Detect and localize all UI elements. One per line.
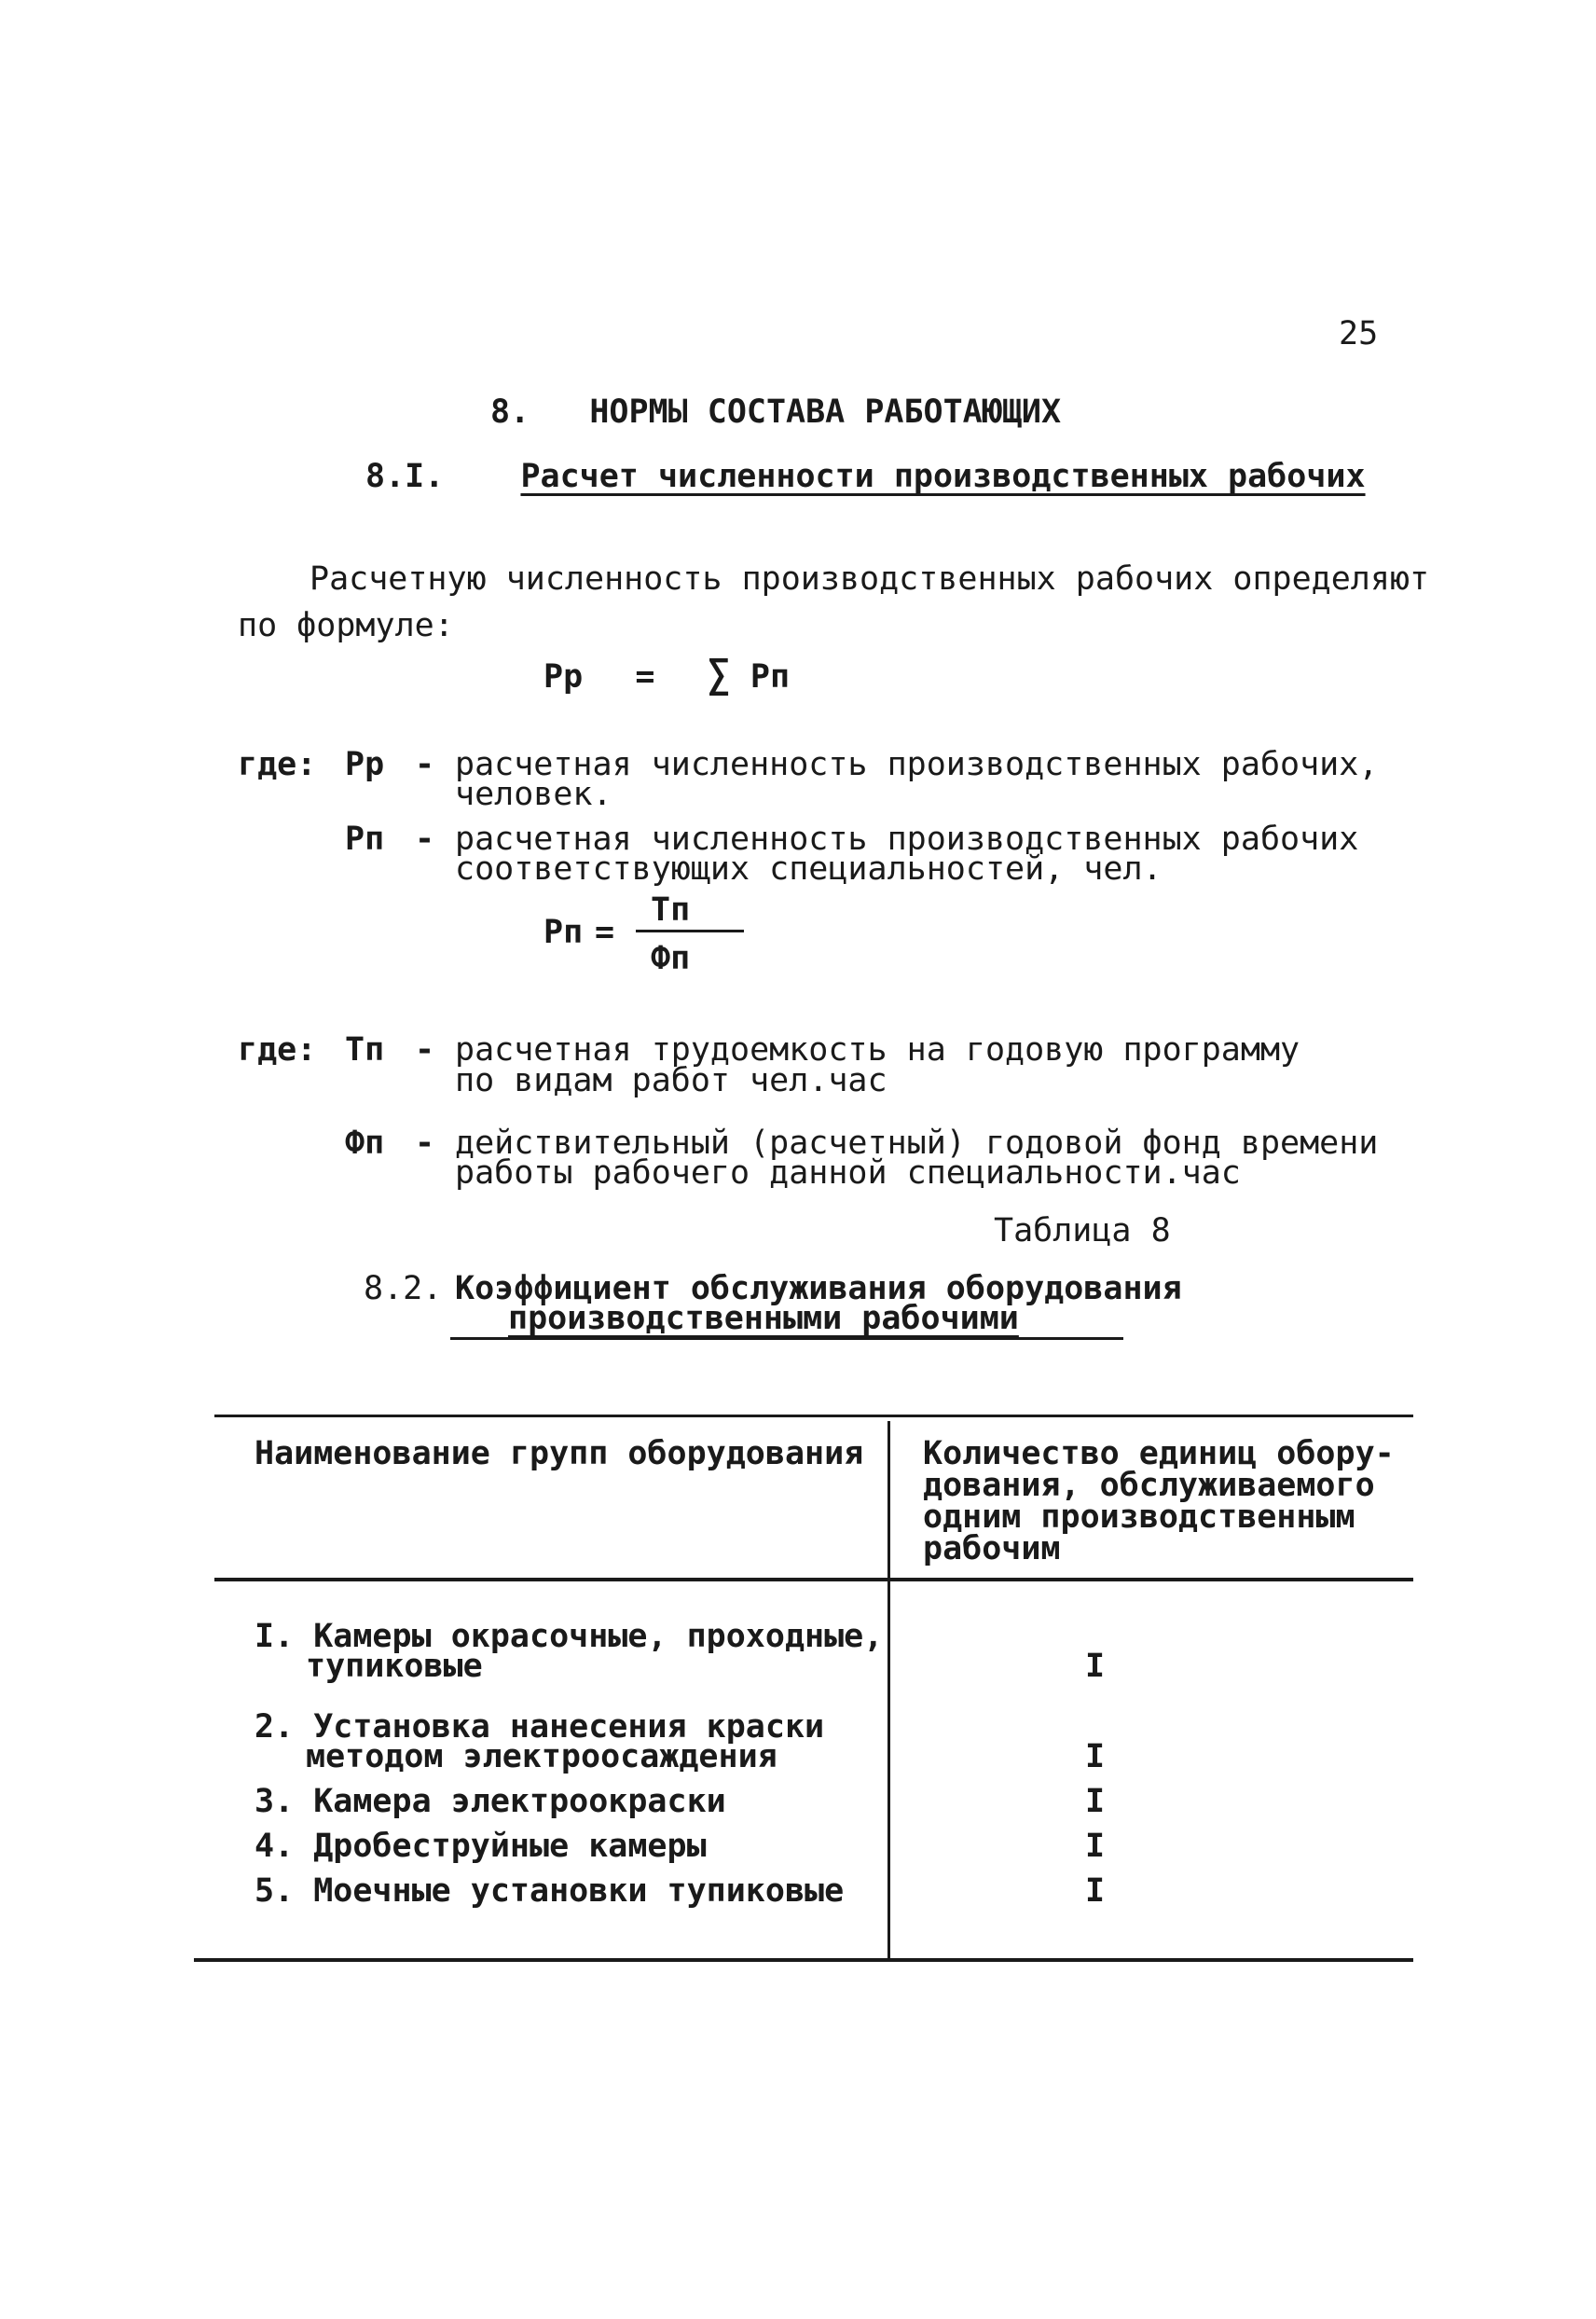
row-name-line1: 5. Моечные установки тупиковые	[255, 1872, 845, 1910]
subsection-heading-8-1	[365, 460, 1366, 493]
where2-def-tp-line1: расчетная трудоемкость на годовую программу	[455, 1031, 1300, 1069]
fraction-denominator: Фп	[651, 940, 691, 977]
table-header-units-line4: рабочим	[923, 1530, 1061, 1567]
table-column-divider	[887, 1421, 890, 1958]
where-label-1: где:	[238, 746, 317, 783]
row-name-line1: 2. Установка нанесения краски	[255, 1708, 825, 1746]
where1-def-rr-line1: расчетная численность производственных рабочих,	[455, 746, 1379, 783]
where2-symbol-fp: Фп	[345, 1125, 385, 1162]
table-header-equipment-group: Наименование групп оборудования	[255, 1435, 864, 1472]
section-number: 8.	[490, 393, 530, 431]
fraction-numerator: Тп	[651, 891, 691, 929]
fraction-bar	[636, 930, 744, 932]
formula2-equals: =	[595, 914, 615, 951]
row-name-line1: 4. Дробеструйные камеры	[255, 1828, 707, 1865]
where1-symbol-rp: Рп	[345, 821, 385, 858]
subsection-title-8-2-line1: Коэффициент обслуживания оборудования	[455, 1270, 1182, 1307]
sum-symbol: ∑	[707, 651, 731, 697]
row-name-line1: I. Камеры окрасочные, проходные,	[255, 1618, 884, 1655]
table-header-rule	[214, 1578, 1413, 1581]
subsection-number: 8.I.	[365, 458, 445, 495]
where1-def-rp-line2: соответствующих специальностей, чел.	[455, 850, 1163, 888]
formula2-lhs: Рп	[543, 914, 584, 951]
where2-dash-fp: -	[415, 1125, 435, 1162]
row-value: I	[1085, 1738, 1106, 1775]
where-label-2: где:	[238, 1031, 317, 1069]
formula-rhs: Рп	[750, 658, 791, 696]
intro-line-2: по формуле:	[238, 607, 454, 644]
where1-def-rr-line2: человек.	[455, 776, 612, 813]
row-name-line1: 3. Камера электроокраски	[255, 1783, 726, 1820]
row-value: I	[1085, 1828, 1106, 1865]
where2-def-fp-line2: работы рабочего данной специальности.час	[455, 1154, 1241, 1192]
table-header-units-line2: дования, обслуживаемого	[923, 1467, 1375, 1504]
table-header-units-line3: одним производственным	[923, 1498, 1355, 1536]
row-name-line2: тупиковые	[306, 1648, 483, 1685]
table-header-units-line1: Количество единиц обору-	[923, 1435, 1395, 1472]
where1-def-rp-line1: расчетная численность производственных рабочих	[455, 821, 1359, 858]
subsection-title: Расчет численности производственных рабочих	[520, 458, 1366, 495]
formula-equals: =	[635, 658, 655, 696]
row-value: I	[1085, 1648, 1106, 1685]
where1-symbol-rr: Рр	[345, 746, 385, 783]
formula-total	[543, 651, 791, 697]
subsection-underline	[450, 1337, 1123, 1340]
table-label: Таблица 8	[994, 1212, 1171, 1249]
where2-dash-tp: -	[415, 1031, 435, 1069]
section-heading	[490, 395, 1061, 429]
subsection-number-8-2: 8.2.	[364, 1270, 443, 1307]
where2-def-fp-line1: действительный (расчетный) годовой фонд времени	[455, 1125, 1379, 1162]
row-value: I	[1085, 1872, 1106, 1910]
subsection-title-8-2-line2: производственными рабочими	[508, 1300, 1019, 1337]
where1-dash-rr: -	[415, 746, 435, 783]
section-title: НОРМЫ СОСТАВА РАБОТАЮЩИХ	[589, 393, 1062, 431]
table-top-rule	[214, 1415, 1413, 1417]
where2-def-tp-line2: по видам работ чел.час	[455, 1062, 887, 1099]
table-bottom-rule	[194, 1958, 1413, 1962]
row-name-line2: методом электроосаждения	[306, 1738, 777, 1775]
where2-symbol-tp: Тп	[345, 1031, 385, 1069]
formula-lhs: Рр	[543, 658, 584, 696]
where1-dash-rp: -	[415, 821, 435, 858]
intro-line-1: Расчетную численность производственных рабочих определяют	[310, 560, 1430, 598]
row-value: I	[1085, 1783, 1106, 1820]
page-number: 25	[1339, 315, 1379, 352]
